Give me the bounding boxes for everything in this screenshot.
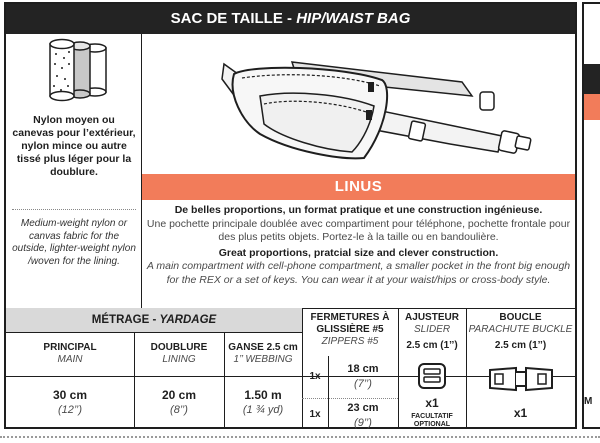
- slider-note-fr: FACULTATIF: [411, 413, 453, 420]
- yardage-main-sub: MAIN: [57, 354, 83, 365]
- slider-note-en: OPTIONAL: [413, 421, 451, 428]
- yardage-webbing-value: [224, 388, 302, 417]
- zipper-1-cm: 18 cm: [347, 363, 379, 375]
- yardage-main-value: [6, 388, 134, 417]
- next-card-edge: [582, 2, 600, 429]
- cut-line: [0, 436, 600, 438]
- description-en-body: A main compartment with cell-phone compartment, a smaller pocket in the front big enough for the REX or a set of keys. You can wear it at your waist/hips or cross-body style.: [146, 260, 571, 286]
- yardage-title-fr: MÉTRAGE -: [91, 314, 160, 326]
- yardage-title-en: YARDAGE: [159, 314, 217, 326]
- description-fr-title: De belles proportions, un format pratique et une construction ingénieuse.: [174, 204, 543, 216]
- yardage-lining-in: (8’’): [170, 404, 188, 416]
- zipper-row-divider: [302, 398, 398, 399]
- hip-bag-illustration: [142, 34, 575, 174]
- parachute-buckle-icon: [486, 364, 556, 394]
- yardage-lining-sub: LINING: [162, 354, 196, 365]
- header-title-en: HIP/WAIST BAG: [296, 10, 411, 27]
- yardage-col-lining: [134, 342, 224, 366]
- zipper-1-size: [328, 362, 398, 391]
- buckle-label: BOUCLE: [499, 312, 542, 323]
- zipper-1-in: (7’’): [354, 378, 372, 390]
- next-card-banner: [584, 94, 600, 120]
- zipper-2-cm: 23 cm: [347, 402, 379, 414]
- zipper-2-qty: 1x: [309, 409, 321, 420]
- yardage-lining-cm: 20 cm: [161, 388, 197, 402]
- yardage-webbing-m: 1.50 m: [244, 388, 282, 402]
- yardage-webbing-label: GANSE 2.5 cm: [228, 342, 298, 353]
- slider-label: AJUSTEUR: [405, 312, 459, 323]
- yardage-lining-value: [134, 388, 224, 417]
- description: [146, 204, 571, 287]
- yardage-col-webbing: [224, 342, 302, 366]
- slider-note: [398, 413, 466, 429]
- yardage-webbing-yd: (1 ¾ yd): [242, 404, 284, 416]
- yardage-webbing-sub: 1’’ WEBBING: [233, 354, 293, 365]
- zippers-sub: ZIPPERS #5: [321, 336, 379, 347]
- next-card-header: [584, 64, 600, 94]
- slider-size: 2.5 cm (1’’): [406, 340, 458, 351]
- buckle-qty: x1: [513, 406, 528, 420]
- zippers-label: FERMETURES À GLISSIÈRE #5: [310, 312, 390, 335]
- next-card-label: M: [584, 396, 593, 407]
- buckle-header: [466, 312, 575, 352]
- buckle-size: 2.5 cm (1’’): [494, 340, 547, 351]
- fabric-divider: [12, 209, 136, 210]
- header-title-fr: SAC DE TAILLE -: [170, 10, 297, 27]
- yardage-lining-label: DOUBLURE: [150, 342, 208, 353]
- slider-sub: SLIDER: [413, 324, 451, 335]
- pattern-name-banner: LINUS: [142, 174, 575, 200]
- fabric-text-en: Medium-weight nylon or canvas fabric for the outside, lighter-weight nylon /woven for the lining.: [12, 218, 136, 267]
- description-fr-body: Une pochette principale doublée avec compartiment pour téléphone, pochette frontale pour des plus petits objets. Portez-le à la taille ou en bandoulière.: [146, 217, 571, 243]
- zipper-2-in: (9’’): [354, 417, 372, 429]
- yardage-main-cm: 30 cm: [52, 388, 88, 402]
- fabric-rolls-icon: [6, 34, 142, 114]
- buckle-sub: PARACHUTE BUCKLE: [468, 324, 573, 335]
- zipper-1-qty: 1x: [309, 371, 321, 382]
- description-en-title: Great proportions, pratcial size and clever construction.: [218, 246, 499, 259]
- yardage-main-in: (12’’): [57, 404, 83, 416]
- zipper-2-size: [328, 401, 398, 430]
- fabric-column: [6, 34, 142, 308]
- zippers-header: [302, 312, 398, 348]
- slider-qty: x1: [425, 396, 439, 410]
- yardage-head-line: [6, 332, 302, 333]
- slider-header: [398, 312, 466, 352]
- card-header: [6, 4, 575, 34]
- yardage-main-label: PRINCIPAL: [43, 342, 97, 353]
- yardage-col-main: [6, 342, 134, 366]
- yardage-header: [6, 308, 302, 332]
- fabric-text-fr: Nylon moyen ou canevas pour l’extérieur, nylon mince ou autre tissé plus léger pour la doublure.: [12, 114, 136, 178]
- pattern-card: [4, 2, 577, 429]
- slider-icon: [417, 362, 447, 390]
